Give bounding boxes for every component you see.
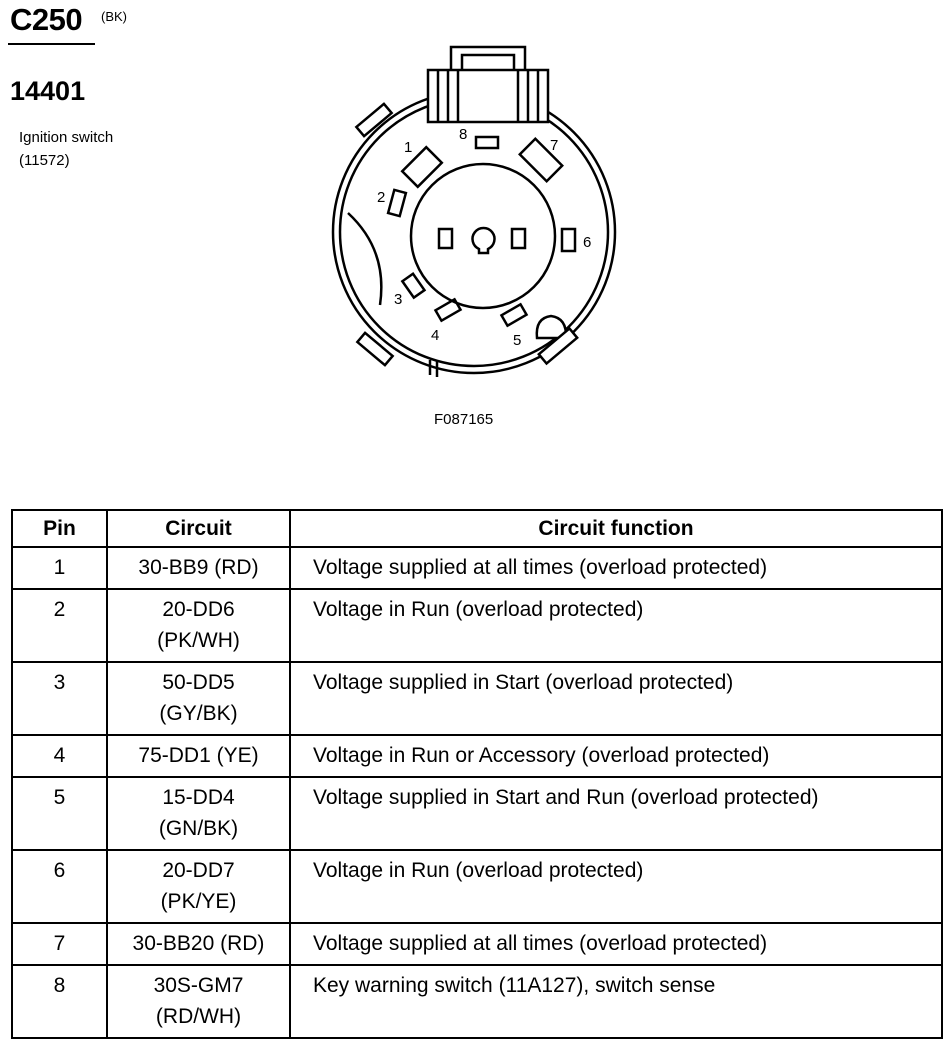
pin-label-5: 5 — [513, 332, 522, 349]
table-row — [12, 777, 942, 850]
center-terminal-right — [512, 229, 525, 248]
circuit-cell — [107, 735, 290, 777]
function-cell: Voltage supplied at all times (overload protected) — [290, 547, 942, 589]
pin-cell: 6 — [12, 850, 107, 923]
pin-cavity-5 — [501, 304, 526, 325]
circuit-cell — [107, 589, 290, 662]
figure-id: F087165 — [434, 411, 494, 428]
header-pin: Pin — [12, 510, 107, 547]
circuit-color: (RD/WH) — [155, 1005, 242, 1028]
circuit-cell — [107, 777, 290, 850]
circuit-line: 20-DD6 — [162, 598, 235, 621]
connector-color: (BK) — [101, 9, 127, 24]
pin-label-2: 2 — [377, 189, 386, 206]
pin-label-3: 3 — [394, 291, 403, 308]
center-terminal-left — [439, 229, 452, 248]
circuit-color: (PK/WH) — [157, 629, 240, 652]
function-cell: Voltage supplied in Start (overload protected) — [290, 662, 942, 735]
component-name: Ignition switch — [19, 129, 114, 146]
pin-cavity-6 — [562, 229, 575, 251]
function-cell: Voltage in Run (overload protected) — [290, 850, 942, 923]
circuit-line: 50-DD5 — [162, 671, 235, 694]
circuit-cell — [107, 662, 290, 735]
circuit-color: (PK/YE) — [160, 890, 237, 913]
pin-cavity-2 — [388, 190, 406, 216]
connector-face-diagram — [0, 0, 951, 470]
circuit-cell — [107, 850, 290, 923]
circuit-line: 15-DD4 — [162, 786, 235, 809]
circuit-cell — [107, 547, 290, 589]
pin-label-6: 6 — [583, 234, 592, 251]
header-circuit-function: Circuit function — [290, 510, 942, 547]
locking-tab — [428, 47, 548, 122]
table-row — [12, 662, 942, 735]
pin-cell: 5 — [12, 777, 107, 850]
circuit-color: (GN/BK) — [158, 817, 239, 840]
connector-id: C250 — [10, 2, 83, 37]
center-insert — [411, 164, 555, 308]
pin-cavity-8 — [476, 137, 498, 148]
circuit-cell — [107, 923, 290, 965]
circuit-cell — [107, 965, 290, 1038]
pin-cell: 3 — [12, 662, 107, 735]
latch-clip-lower-left — [357, 333, 392, 365]
table-row — [12, 547, 942, 589]
function-cell: Voltage in Run (overload protected) — [290, 589, 942, 662]
pin-cell: 7 — [12, 923, 107, 965]
pin-label-7: 7 — [550, 137, 559, 154]
pin-label-4: 4 — [431, 327, 440, 344]
pin-cell: 1 — [12, 547, 107, 589]
pin-cell: 8 — [12, 965, 107, 1038]
function-cell: Voltage supplied at all times (overload protected) — [290, 923, 942, 965]
header-circuit: Circuit — [107, 510, 290, 547]
circuit-line: 30S-GM7 — [153, 974, 244, 997]
table-row — [12, 923, 942, 965]
circuit-line: 30-BB9 (RD) — [138, 556, 259, 579]
pin-cell: 2 — [12, 589, 107, 662]
circuit-color: (GY/BK) — [159, 702, 238, 725]
center-key-slot — [472, 228, 494, 253]
table-row — [12, 735, 942, 777]
circuit-line: 75-DD1 (YE) — [138, 744, 259, 767]
table-row — [12, 589, 942, 662]
circuit-line: 20-DD7 — [162, 859, 235, 882]
pin-cavity-4 — [435, 299, 460, 320]
pin-label-1: 1 — [404, 139, 413, 156]
function-cell: Voltage in Run or Accessory (overload protected) — [290, 735, 942, 777]
pin-table — [11, 509, 943, 1039]
table-row — [12, 965, 942, 1038]
function-cell: Voltage supplied in Start and Run (overload protected) — [290, 777, 942, 850]
pin-cavity-3 — [402, 274, 424, 298]
table-header-row — [12, 510, 942, 547]
table-row — [12, 850, 942, 923]
component-code: (11572) — [19, 152, 70, 169]
pin-label-8: 8 — [459, 126, 468, 143]
pin-cell: 4 — [12, 735, 107, 777]
part-number: 14401 — [10, 76, 86, 106]
circuit-line: 30-BB20 (RD) — [132, 932, 265, 955]
function-cell: Key warning switch (11A127), switch sense — [290, 965, 942, 1038]
